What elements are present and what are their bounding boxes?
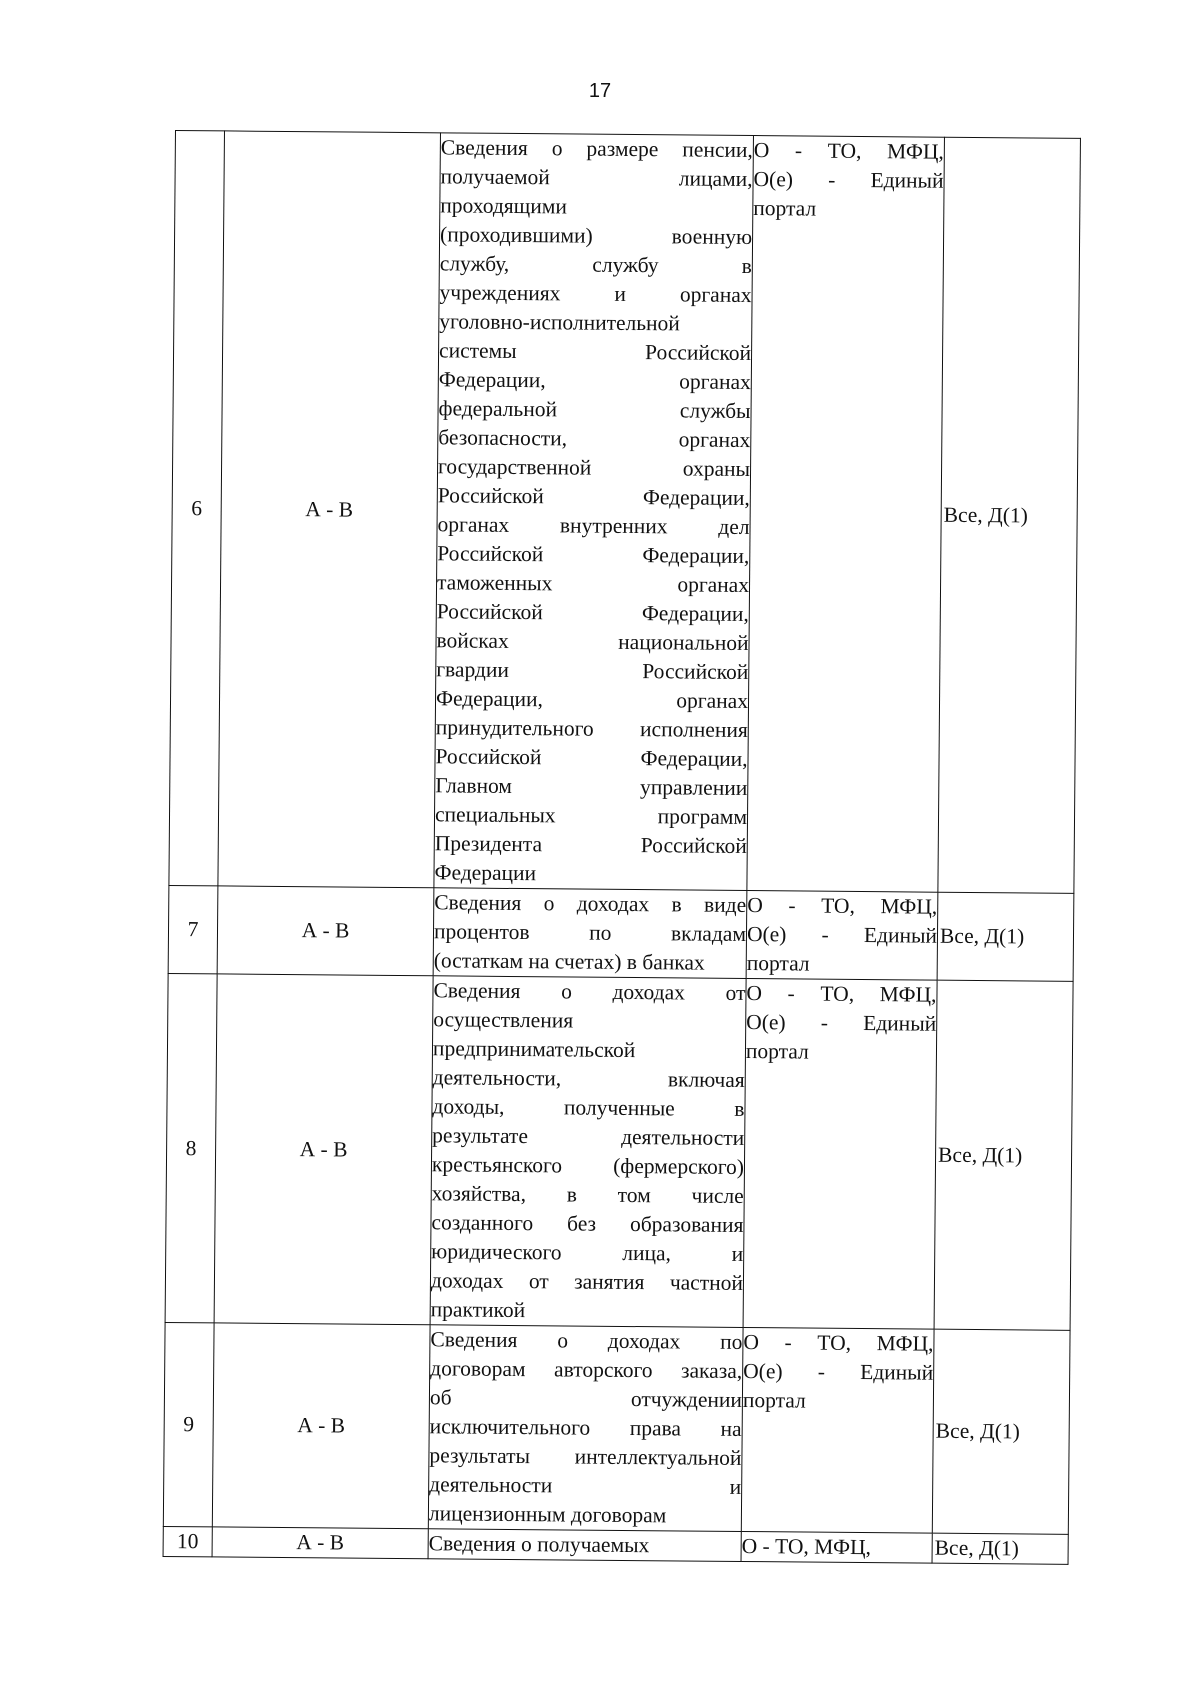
services-table: [163, 130, 1081, 1565]
description-line: об отчуждении: [429, 1385, 743, 1412]
description-line: федеральной службы: [438, 396, 751, 424]
description-line: созданного без образования: [431, 1210, 744, 1238]
provider-line: О - ТО, МФЦ,: [747, 893, 938, 919]
description-line: Главном управлении: [435, 773, 748, 801]
row-provider: [747, 136, 945, 893]
description-line: учреждениях и органах: [439, 280, 752, 308]
table-row: [169, 131, 1081, 894]
row-provider: [746, 891, 938, 981]
provider-line: портал: [745, 1039, 809, 1064]
description-line: государственной охраны: [437, 454, 751, 482]
description-line: Сведения о получаемых: [428, 1531, 650, 1558]
description-line: практикой: [430, 1297, 526, 1323]
row-code: А - В: [212, 1323, 430, 1529]
description-line: Сведения о размере пенсии,: [440, 135, 753, 163]
row-applicability: Все, Д(1): [934, 980, 1073, 1330]
description-line: проходящими: [440, 193, 567, 219]
row-code: А - В: [217, 886, 434, 976]
description-line: Федерации, органах: [435, 686, 749, 714]
row-applicability: Все, Д(1): [937, 892, 1074, 981]
description-line: крестьянского (фермерского): [431, 1152, 745, 1180]
description-line: результаты интеллектуальной: [429, 1443, 742, 1470]
description-line: Федерации, органах: [438, 367, 751, 395]
description-line: деятельности, включая: [432, 1065, 745, 1093]
row-provider: [741, 1328, 934, 1534]
description-line: Российской Федерации,: [436, 599, 749, 627]
description-line: службу, службу в: [439, 251, 752, 279]
description-line: результате деятельности: [432, 1123, 745, 1151]
description-line: доходы, полученные в: [432, 1094, 745, 1122]
provider-line: О(е) - Единый: [746, 1010, 937, 1036]
table-body: [163, 131, 1080, 1565]
description-line: Сведения о доходах по: [430, 1327, 743, 1354]
description-line: Российской Федерации,: [437, 483, 750, 511]
description-line: безопасности, органах: [438, 425, 751, 453]
description-line: Российской Федерации,: [435, 744, 748, 772]
provider-line: О - ТО, МФЦ,: [753, 138, 944, 164]
row-code: А - В: [212, 1527, 428, 1559]
row-description: [430, 976, 746, 1328]
provider-line: портал: [753, 196, 817, 221]
row-description: [434, 133, 754, 891]
description-line: Сведения о доходах в виде: [434, 890, 747, 918]
row-applicability: Все, Д(1): [932, 1533, 1068, 1564]
provider-line: портал: [742, 1388, 806, 1413]
description-line: доходах от занятия частной: [430, 1268, 744, 1295]
table-row: [168, 885, 1074, 981]
table-row: [165, 973, 1073, 1330]
row-description: [428, 1529, 741, 1562]
row-applicability: Все, Д(1): [932, 1329, 1070, 1534]
provider-line: О - ТО, МФЦ,: [743, 1330, 934, 1356]
description-line: органах внутренних дел: [437, 512, 750, 540]
table-row: [163, 1322, 1070, 1534]
row-number: 9: [163, 1322, 214, 1526]
page-number: 17: [588, 80, 612, 102]
description-line: войсках национальной: [436, 628, 749, 656]
description-line: Президента Российской: [434, 831, 747, 859]
description-line: осуществления: [433, 1007, 574, 1033]
row-number: 8: [165, 973, 217, 1322]
description-line: Федерации: [434, 860, 537, 886]
description-line: процентов по вкладам: [433, 919, 747, 947]
description-line: (проходившими) военную: [439, 222, 753, 250]
description-line: лицензионным договорам: [428, 1501, 667, 1528]
provider-line: О(е) - Единый: [743, 1359, 934, 1385]
description-line: деятельности и: [429, 1472, 742, 1499]
row-provider: [741, 1531, 932, 1563]
row-description: [428, 1325, 743, 1532]
row-code: А - В: [218, 131, 441, 888]
description-line: уголовно-исполнительной: [439, 309, 680, 336]
description-line: гвардии Российской: [436, 657, 749, 685]
provider-line: О - ТО, МФЦ,: [746, 981, 937, 1007]
description-line: таможенных органах: [436, 570, 750, 598]
provider-line: портал: [746, 951, 810, 976]
description-line: Российской Федерации,: [437, 541, 750, 569]
description-line: юридического лица, и: [431, 1239, 744, 1267]
row-number: 7: [168, 885, 218, 973]
description-line: принудительного исполнения: [435, 715, 748, 743]
provider-line: О - ТО, МФЦ,: [741, 1533, 872, 1560]
row-applicability: Все, Д(1): [938, 137, 1081, 893]
row-number: 6: [169, 131, 225, 886]
row-provider: [743, 979, 937, 1330]
description-line: специальных программ: [434, 802, 748, 830]
row-description: [433, 888, 747, 979]
description-line: исключительного права на: [429, 1414, 742, 1441]
row-code: А - В: [214, 974, 433, 1325]
description-line: предпринимательской: [432, 1036, 636, 1063]
description-line: хозяйства, в том числе: [431, 1181, 744, 1209]
description-line: (остаткам на счетах) в банках: [433, 948, 705, 975]
description-line: Сведения о доходах от: [433, 978, 746, 1006]
description-line: системы Российской: [438, 338, 752, 366]
description-line: получаемой лицами,: [440, 164, 753, 192]
row-number: 10: [163, 1526, 212, 1556]
provider-line: О(е) - Единый: [753, 167, 944, 193]
provider-line: О(е) - Единый: [746, 922, 938, 948]
description-line: договорам авторского заказа,: [430, 1356, 743, 1383]
